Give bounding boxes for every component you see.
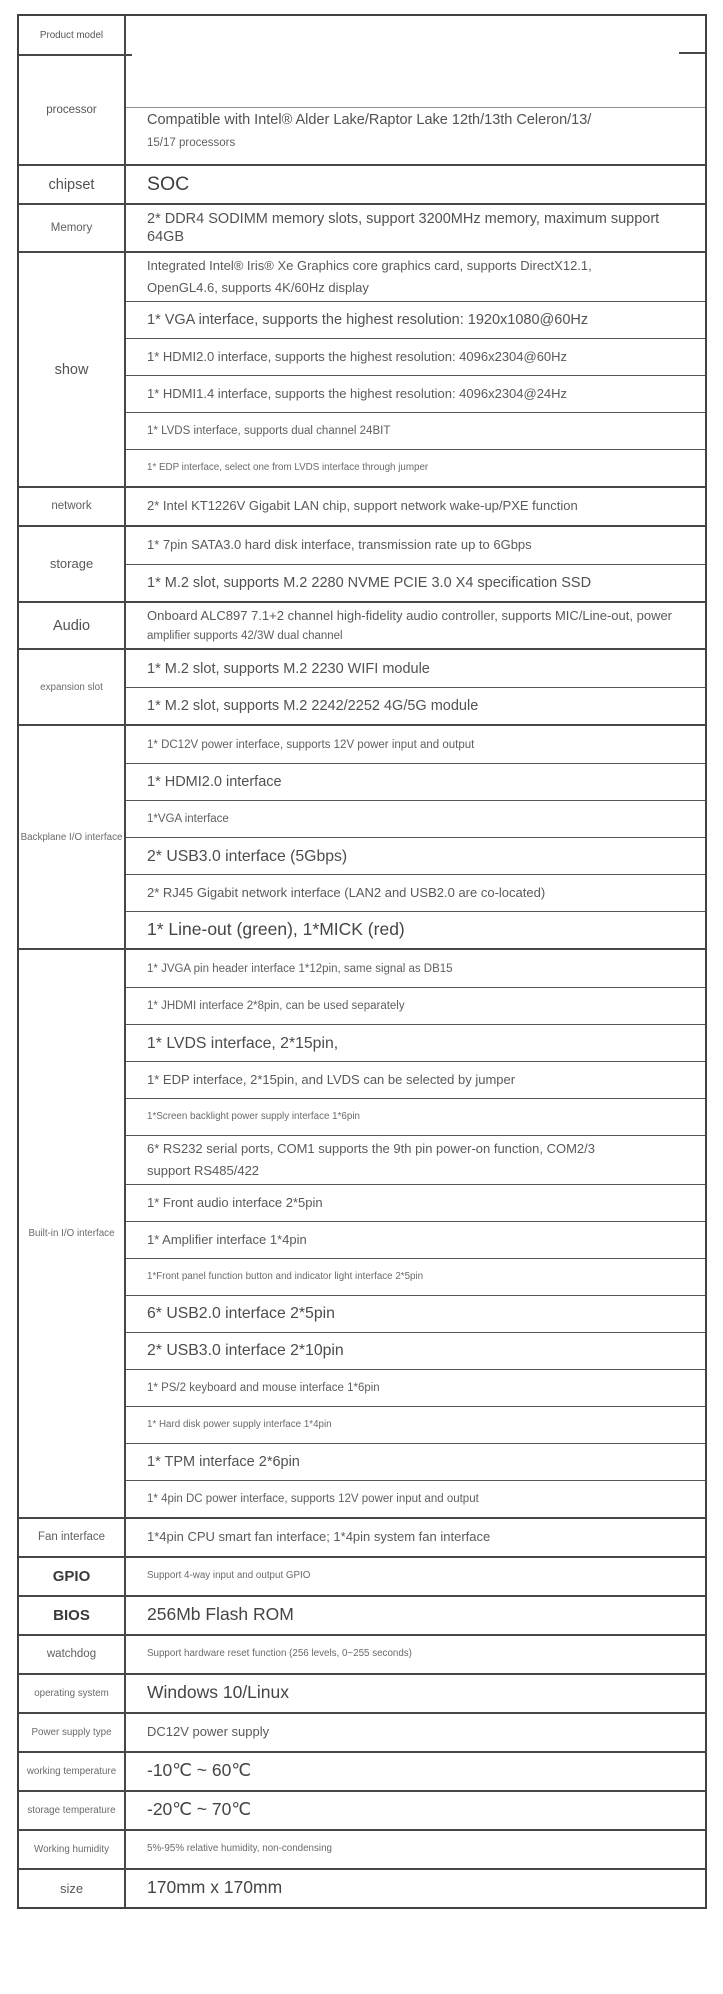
spec-text: 2* RJ45 Gigabit network interface (LAN2 and USB2.0 are co-located) — [147, 885, 546, 901]
spec-row-builtin-io-3 — [126, 1061, 705, 1098]
spec-row-builtin-io-12 — [126, 1406, 705, 1443]
spec-row-humidity-0 — [126, 1831, 705, 1868]
value-column-bios — [126, 1597, 705, 1634]
spec-text: 5%-95% relative humidity, non-condensing — [147, 1843, 332, 1855]
spec-text: 1* M.2 slot, supports M.2 2242/2252 4G/5G module — [147, 698, 479, 715]
spec-text: DC12V power supply — [147, 1724, 270, 1740]
value-column-show — [126, 253, 705, 486]
row-label-chipset: chipset — [19, 166, 126, 203]
row-label-storage-temp: storage temperature — [19, 1792, 126, 1829]
section-power — [19, 1712, 705, 1751]
row-label-expansion-slot: expansion slot — [19, 650, 126, 724]
spec-row-backplane-io-0 — [126, 726, 705, 763]
value-column-os — [126, 1675, 705, 1712]
section-storage — [19, 525, 705, 601]
spec-row-os-0 — [126, 1675, 705, 1712]
row-label-product-model: Product model — [19, 16, 124, 56]
spec-text: 1*VGA interface — [147, 813, 229, 826]
section-chipset — [19, 164, 705, 203]
spec-row-gpio-0 — [126, 1558, 705, 1595]
value-column-fan — [126, 1519, 705, 1556]
section-fan — [19, 1517, 705, 1556]
spec-text: 1* HDMI2.0 interface, supports the highest resolution: 4096x2304@60Hz — [147, 348, 568, 364]
spec-text: support RS485/422 — [147, 1162, 260, 1178]
spec-text: 1* M.2 slot, supports M.2 2280 NVME PCIE 3.0 X4 specification SSD — [147, 574, 592, 591]
section-size — [19, 1868, 705, 1907]
spec-row-builtin-io-5 — [126, 1135, 705, 1184]
spec-row-memory-0 — [126, 205, 705, 251]
spec-text: 6* RS232 serial ports, COM1 supports the 9th pin power-on function, COM2/3 — [147, 1141, 595, 1157]
spec-text: Onboard ALC897 7.1+2 channel high-fidelity audio controller, supports MIC/Line-out, power — [147, 607, 673, 623]
spec-row-expansion-slot-0 — [126, 650, 705, 687]
row-label-fan: Fan interface — [19, 1519, 126, 1556]
spec-text: 1* M.2 slot, supports M.2 2230 WIFI module — [147, 660, 430, 677]
value-column-size — [126, 1870, 705, 1907]
row-label-os: operating system — [19, 1675, 126, 1712]
row-label-backplane-io: Backplane I/O interface — [19, 726, 126, 948]
label-column — [19, 16, 126, 164]
row-label-builtin-io: Built-in I/O interface — [19, 950, 126, 1517]
spec-text: 1* DC12V power interface, supports 12V power input and output — [147, 738, 475, 751]
section-backplane-io — [19, 724, 705, 948]
section-show — [19, 251, 705, 486]
spec-row-work-temp-0 — [126, 1753, 705, 1790]
spec-text: 2* Intel KT1226V Gigabit LAN chip, support network wake-up/PXE function — [147, 498, 578, 514]
spec-text: 1* 7pin SATA3.0 hard disk interface, transmission rate up to 6Gbps — [147, 537, 532, 553]
spec-text: OpenGL4.6, supports 4K/60Hz display — [147, 279, 369, 295]
row-label-gpio: GPIO — [19, 1558, 126, 1595]
value-column-storage-temp — [126, 1792, 705, 1829]
row-label-power: Power supply type — [19, 1714, 126, 1751]
spec-text: 1* JHDMI interface 2*8pin, can be used separately — [147, 1000, 405, 1013]
value-column-expansion-slot — [126, 650, 705, 724]
spec-row-builtin-io-13 — [126, 1443, 705, 1480]
row-label-processor: processor — [46, 104, 97, 116]
spec-row-bios-0 — [126, 1597, 705, 1634]
row-label-watchdog: watchdog — [19, 1636, 126, 1673]
spec-row-expansion-slot-1 — [126, 687, 705, 724]
section-bios — [19, 1595, 705, 1634]
spec-row-network-0 — [126, 488, 705, 525]
section-os — [19, 1673, 705, 1712]
value-column-audio — [126, 603, 705, 649]
spec-text: Support 4-way input and output GPIO — [147, 1570, 311, 1582]
spec-text: 2* USB3.0 interface 2*10pin — [147, 1342, 344, 1359]
spec-row-storage-1 — [126, 564, 705, 601]
spec-text: 1* HDMI2.0 interface — [147, 774, 282, 791]
value-column-gpio — [126, 1558, 705, 1595]
spec-row-backplane-io-4 — [126, 874, 705, 911]
value-column-network — [126, 488, 705, 525]
spec-row-chipset-0 — [126, 166, 705, 203]
spec-text: 6* USB2.0 interface 2*5pin — [147, 1305, 335, 1322]
section-watchdog — [19, 1634, 705, 1673]
spec-row-show-5 — [126, 449, 705, 486]
spec-row-size-0 — [126, 1870, 705, 1907]
spec-row-backplane-io-3 — [126, 837, 705, 874]
spec-text: 1* JVGA pin header interface 1*12pin, same signal as DB15 — [147, 962, 453, 975]
spec-text: -10℃ ~ 60℃ — [147, 1760, 252, 1781]
spec-row-builtin-io-2 — [126, 1024, 705, 1061]
spec-text: 1* PS/2 keyboard and mouse interface 1*6pin — [147, 1381, 380, 1394]
section-network — [19, 486, 705, 525]
row-label-show: show — [19, 253, 126, 486]
spec-text: 1* Line-out (green), 1*MICK (red) — [147, 919, 405, 940]
value-column-work-temp — [126, 1753, 705, 1790]
spec-text: 1* Amplifier interface 1*4pin — [147, 1231, 307, 1247]
row-label-audio: Audio — [19, 603, 126, 649]
spec-text: 2* DDR4 SODIMM memory slots, support 3200MHz memory, maximum support 64GB — [147, 211, 660, 246]
value-column-memory — [126, 205, 705, 251]
section-storage-temp — [19, 1790, 705, 1829]
spec-row-show-1 — [126, 301, 705, 338]
section-memory — [19, 203, 705, 251]
spec-row-show-0 — [126, 253, 705, 301]
spec-row-storage-0 — [126, 527, 705, 564]
spec-text: 1* LVDS interface, 2*15pin, — [147, 1034, 339, 1052]
spec-text: 1*Screen backlight power supply interface 1*6pin — [147, 1111, 360, 1123]
spec-row-builtin-io-1 — [126, 987, 705, 1024]
row-label-humidity: Working humidity — [19, 1831, 126, 1868]
row-label-bios: BIOS — [19, 1597, 126, 1634]
spec-text: 2* USB3.0 interface (5Gbps) — [147, 847, 348, 865]
spec-row-builtin-io-0 — [126, 950, 705, 987]
spec-text: 1* EDP interface, select one from LVDS interface through jumper — [147, 461, 429, 473]
spec-text: Support hardware reset function (256 levels, 0~255 seconds) — [147, 1648, 412, 1660]
spec-row-builtin-io-10 — [126, 1332, 705, 1369]
spec-sections — [19, 164, 705, 1907]
spec-text: 256Mb Flash ROM — [147, 1604, 294, 1625]
spec-row-builtin-io-7 — [126, 1221, 705, 1258]
value-column-chipset — [126, 166, 705, 203]
row-label-work-temp: working temperature — [19, 1753, 126, 1790]
spec-row-backplane-io-1 — [126, 763, 705, 800]
section-product-model-processor — [19, 16, 705, 164]
spec-text: 170mm x 170mm — [147, 1877, 283, 1898]
spec-row-builtin-io-9 — [126, 1295, 705, 1332]
value-column-storage — [126, 527, 705, 601]
spec-table — [17, 14, 707, 1909]
spec-text: Windows 10/Linux — [147, 1682, 290, 1703]
section-audio — [19, 601, 705, 649]
spec-row-fan-0 — [126, 1519, 705, 1556]
spec-row-storage-temp-0 — [126, 1792, 705, 1829]
spec-text: -20℃ ~ 70℃ — [147, 1799, 252, 1820]
spec-row-builtin-io-4 — [126, 1098, 705, 1135]
spec-row-show-3 — [126, 375, 705, 412]
row-label-storage: storage — [19, 527, 126, 601]
spec-row-backplane-io-2 — [126, 800, 705, 837]
value-column-builtin-io — [126, 950, 705, 1517]
value-column-backplane-io — [126, 726, 705, 948]
section-gpio — [19, 1556, 705, 1595]
spec-row-backplane-io-5 — [126, 911, 705, 948]
spec-text: 1*4pin CPU smart fan interface; 1*4pin system fan interface — [147, 1529, 491, 1545]
spec-text: 1* EDP interface, 2*15pin, and LVDS can be selected by jumper — [147, 1072, 516, 1088]
section-expansion-slot — [19, 648, 705, 724]
processor-value-cell — [126, 16, 705, 164]
section-humidity — [19, 1829, 705, 1868]
row-label-network: network — [19, 488, 126, 525]
spec-text: 1* Front audio interface 2*5pin — [147, 1194, 323, 1210]
spec-row-show-4 — [126, 412, 705, 449]
value-column-watchdog — [126, 1636, 705, 1673]
processor-text-line-1: Compatible with Intel® Alder Lake/Raptor Lake 12th/13th Celeron/13/ — [147, 111, 592, 128]
spec-text: 1* HDMI1.4 interface, supports the highest resolution: 4096x2304@24Hz — [147, 385, 568, 401]
spec-text: 1*Front panel function button and indicator light interface 2*5pin — [147, 1270, 424, 1282]
spec-text: 1* TPM interface 2*6pin — [147, 1453, 300, 1470]
spec-text: Integrated Intel® Iris® Xe Graphics core graphics card, supports DirectX12.1, — [147, 258, 592, 274]
spec-text: 1* LVDS interface, supports dual channel 24BIT — [147, 424, 391, 437]
spec-text: 1* 4pin DC power interface, supports 12V power input and output — [147, 1492, 479, 1505]
spec-row-power-0 — [126, 1714, 705, 1751]
spec-row-audio-0 — [126, 603, 705, 649]
section-work-temp — [19, 1751, 705, 1790]
row-label-size: size — [19, 1870, 126, 1907]
section-builtin-io — [19, 948, 705, 1517]
spec-text: 1* Hard disk power supply interface 1*4pin — [147, 1418, 332, 1430]
value-column-power — [126, 1714, 705, 1751]
spec-text: amplifier supports 42/3W dual channel — [147, 630, 343, 642]
row-label-memory: Memory — [19, 205, 126, 251]
divider-artifact — [679, 52, 705, 54]
processor-text-line-2: 15/17 processors — [147, 136, 236, 149]
spec-row-watchdog-0 — [126, 1636, 705, 1673]
spec-row-builtin-io-11 — [126, 1369, 705, 1406]
spec-row-builtin-io-14 — [126, 1480, 705, 1517]
spec-row-show-2 — [126, 338, 705, 375]
spec-text: SOC — [147, 173, 190, 196]
value-column-humidity — [126, 1831, 705, 1868]
spec-text: 1* VGA interface, supports the highest resolution: 1920x1080@60Hz — [147, 311, 589, 328]
spec-row-builtin-io-6 — [126, 1184, 705, 1221]
spec-row-builtin-io-8 — [126, 1258, 705, 1295]
